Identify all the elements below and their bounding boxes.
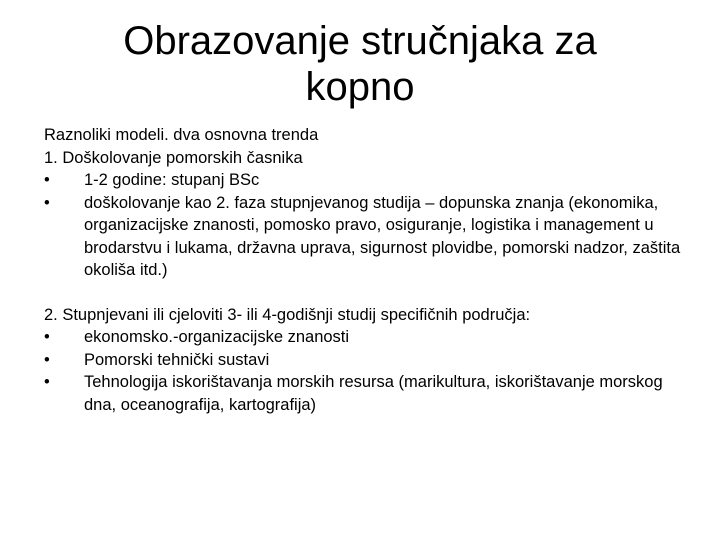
bullet-icon: •: [44, 350, 50, 369]
slide-body: [44, 124, 684, 416]
list-item: [44, 349, 684, 372]
bullet-icon: •: [44, 193, 50, 212]
bullet-icon: •: [44, 373, 50, 391]
slide-title-line-2: kopno: [305, 65, 415, 109]
list-item-text: Pomorski tehnički sustavi: [84, 350, 270, 369]
list-item: [44, 326, 684, 349]
slide-title: [40, 18, 680, 110]
section-spacer: [44, 282, 684, 304]
list-item-text: doškolovanje kao 2. faza stupnjevanog studija – dopunska znanja (ekonomika, organizacijske znanosti, pomosko pravo, osiguranje, logistika i management u brodarstvu i lukama, državna uprava, sigurnost plovidbe, pomorski nadzor, zaštita okoliša itd.): [84, 193, 681, 279]
intro-text: Raznoliki modeli. dva osnovna trenda: [44, 126, 319, 144]
list-item-text: 1-2 godine: stupanj BSc: [84, 171, 260, 189]
bullet-icon: •: [44, 171, 50, 189]
bullet-icon: •: [44, 328, 50, 346]
list-item-text: Tehnologija iskorištavanja morskih resursa (marikultura, iskorištavanje morskog dna, oceanografija, kartografija): [84, 373, 663, 414]
section-1-heading: 1. Doškolovanje pomorskih časnika: [44, 148, 303, 167]
section-2-heading: 2. Stupnjevani ili cjeloviti 3- ili 4-godišnji studij specifičnih područja:: [44, 305, 531, 324]
list-item: [44, 192, 684, 282]
list-item-text: ekonomsko.-organizacijske znanosti: [84, 328, 350, 346]
list-item: [44, 169, 684, 192]
slide-title-line-1: Obrazovanje stručnjaka za: [123, 19, 597, 63]
list-item: [44, 371, 684, 416]
